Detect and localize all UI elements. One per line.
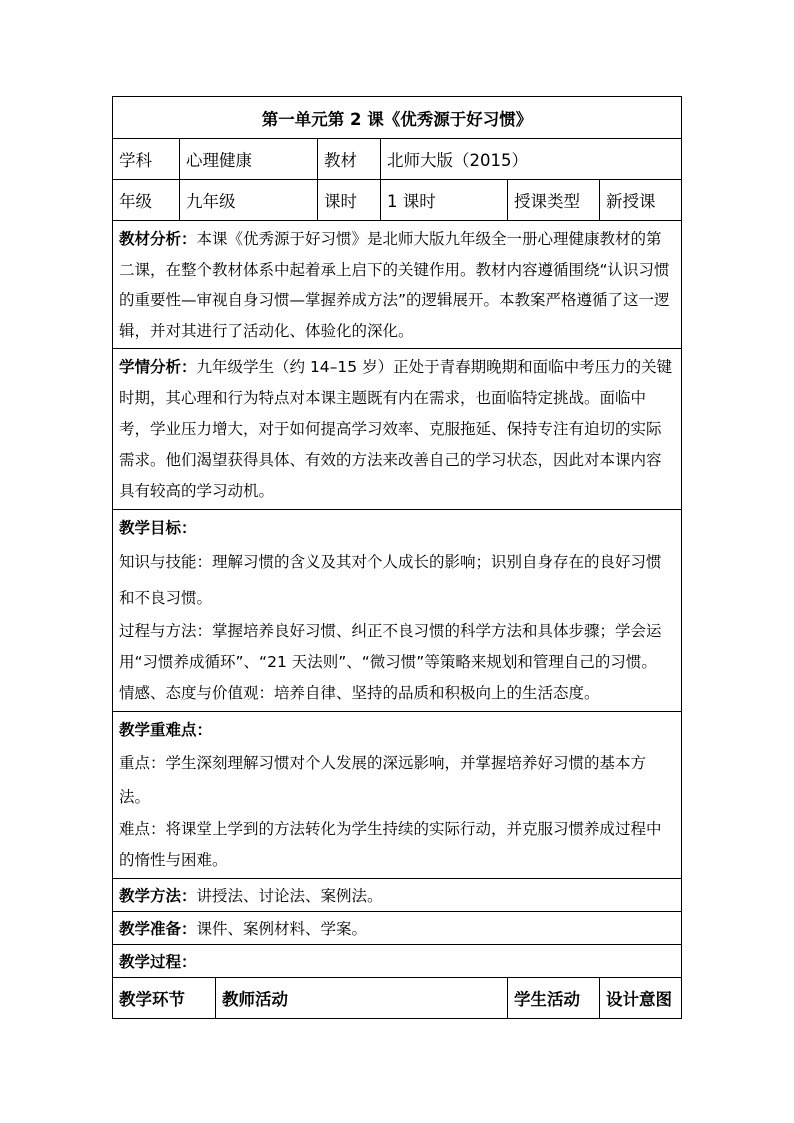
textbook-analysis-text: 本课《优秀源于好习惯》是北师大版九年级全一册心理健康教材的第二课，在整个教材体系中起着承上启下的关键作用。教材内容遵循围绕“认识习惯的重要性—审视自身习惯—掌握养成方法”的逻辑展开。本教案严格遵循了这一逻辑，并对其进行了活动化、体验化的深化。 [119, 230, 670, 340]
key-point-focus: 重点：学生深刻理解习惯对个人发展的深远影响，并掌握培养好习惯的基本方法。 [119, 754, 647, 806]
teaching-preparation [113, 912, 682, 945]
column-header-stage: 教学环节 [113, 978, 216, 1019]
objectives-label: 教学目标： [119, 519, 197, 537]
subject-value: 心理健康 [180, 139, 318, 180]
objective-attitude: 情感、态度与价值观：培养自律、坚持的品质和积极向上的生活态度。 [119, 684, 600, 702]
hours-label: 课时 [318, 180, 381, 221]
key-point-difficulty: 难点：将课堂上学到的方法转化为学生持续的实际行动，并克服习惯养成过程中的惰性与困难。 [119, 820, 662, 869]
preparation-label: 教学准备： [119, 920, 197, 938]
lesson-plan-table [112, 96, 682, 1019]
objective-process: 过程与方法：掌握培养良好习惯、纠正不良习惯的科学方法和具体步骤；学会运用“习惯养成循环”、“21 天法则”、“微习惯”等策略来规划和管理自己的习惯。 [119, 622, 662, 671]
page-title: 第一单元第 2 课《优秀源于好习惯》 [113, 97, 682, 139]
textbook-analysis-label: 教材分析： [119, 230, 197, 248]
teaching-objectives [113, 510, 682, 712]
preparation-text: 课件、案例材料、学案。 [196, 920, 368, 938]
student-analysis-label: 学情分析： [119, 358, 197, 376]
methods-text: 讲授法、讨论法、案例法。 [196, 887, 383, 905]
textbook-analysis [113, 221, 682, 349]
grade-value: 九年级 [180, 180, 318, 221]
textbook-label: 教材 [318, 139, 381, 180]
hours-value: 1 课时 [381, 180, 508, 221]
teaching-methods [113, 879, 682, 912]
subject-label: 学科 [113, 139, 180, 180]
student-analysis [113, 349, 682, 510]
key-points-label: 教学重难点： [119, 721, 213, 739]
objective-knowledge: 知识与技能：理解习惯的含义及其对个人成长的影响；识别自身存在的良好习惯和不良习惯。 [119, 553, 662, 607]
column-header-student: 学生活动 [508, 978, 600, 1019]
textbook-value: 北师大版（2015） [381, 139, 682, 180]
process-label: 教学过程： [113, 945, 682, 978]
column-header-teacher: 教师活动 [216, 978, 508, 1019]
column-header-intent: 设计意图 [600, 978, 682, 1019]
student-analysis-text: 九年级学生（约 14–15 岁）正处于青春期晚期和面临中考压力的关键时期，其心理和行为特点对本课主题既有内在需求，也面临特定挑战。面临中考，学业压力增大，对于如何提高学习效率、克服拖延、保持专注有迫切的实际需求。他们渴望获得具体、有效的方法来改善自己的学习状态，因此对本课内容具有较高的学习动机。 [119, 358, 673, 500]
type-value: 新授课 [600, 180, 682, 221]
grade-label: 年级 [113, 180, 180, 221]
methods-label: 教学方法： [119, 887, 197, 905]
type-label: 授课类型 [508, 180, 600, 221]
key-points [113, 712, 682, 879]
